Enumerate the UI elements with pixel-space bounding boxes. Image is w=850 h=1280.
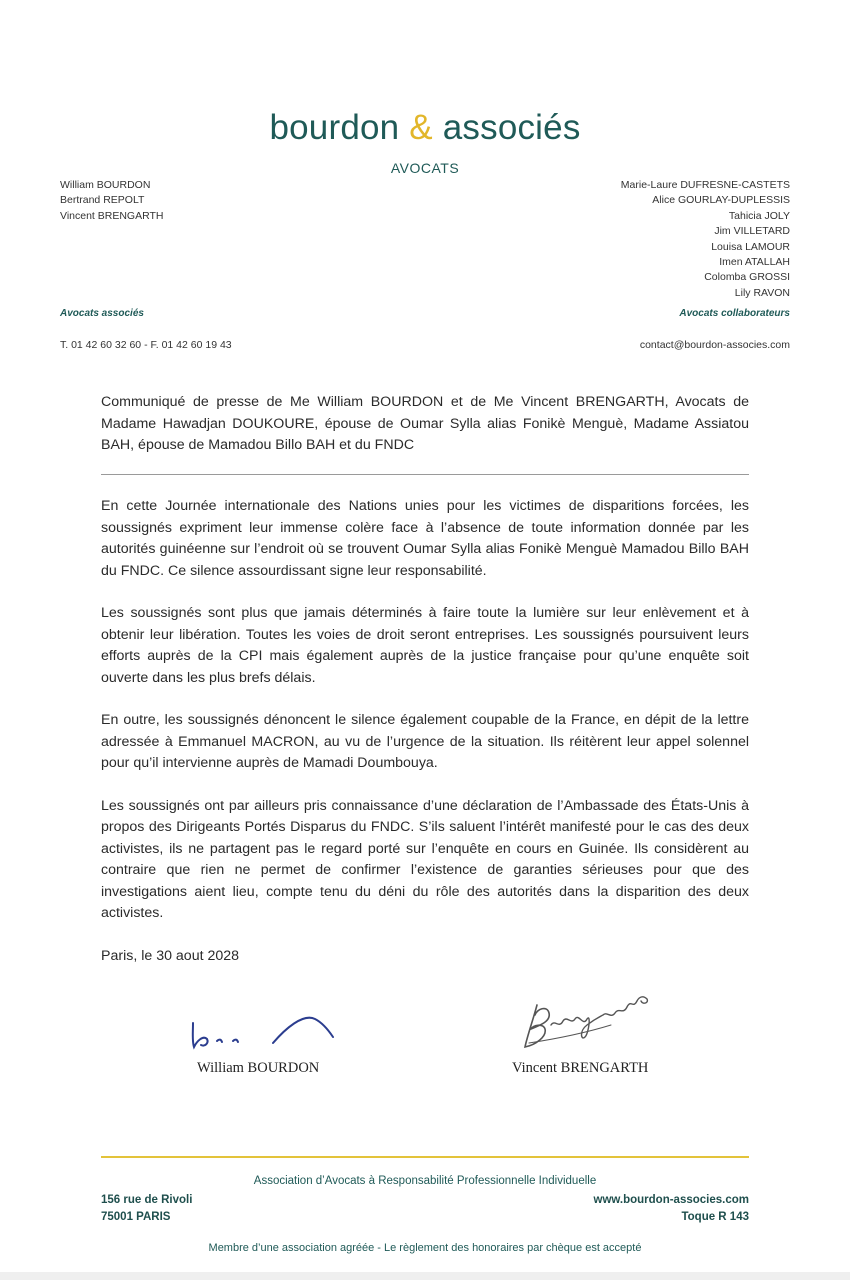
address-line: 75001 PARIS xyxy=(101,1211,171,1223)
footer-association: Association d’Avocats à Responsabilité Professionnelle Individuelle xyxy=(253,1175,597,1187)
logo-ampersand: & xyxy=(409,108,433,147)
signature-bourdon xyxy=(185,1005,345,1055)
logo-text-bourdon: bourdon xyxy=(269,108,400,147)
collaborator-name: Imen ATALLAH xyxy=(719,256,790,269)
collaborator-name: Louisa LAMOUR xyxy=(711,240,790,253)
collaborator-name: Marie-Laure DUFRESNE-CASTETS xyxy=(620,179,790,191)
letter-body xyxy=(101,496,749,988)
signature-brengarth xyxy=(515,985,665,1060)
footer-address xyxy=(101,1192,192,1226)
collaborator-name: Colomba GROSSI xyxy=(704,271,790,284)
footer-contact xyxy=(594,1192,750,1226)
partner-name: William BOURDON xyxy=(60,179,151,191)
toque-number: Toque R 143 xyxy=(681,1211,749,1223)
partner-name: Vincent BRENGARTH xyxy=(60,209,164,222)
address-line: 156 rue de Rivoli xyxy=(101,1194,193,1206)
footer-note: Membre d’une association agréée - Le règlement des honoraires par chèque est accepté xyxy=(208,1242,642,1254)
firm-logo xyxy=(0,108,850,148)
page-bottom-edge xyxy=(0,1272,850,1280)
body-paragraph: En outre, les soussignés dénoncent le silence également coupable de la France, en dépit de la lettre adressée à Emmanuel MACRON, au vu de l’urgence de la situation. Ils réitèrent leur appel solennel pour qu’il intervienne auprès de Mamadi Doumbouya. xyxy=(101,712,749,771)
footer-divider xyxy=(101,1156,749,1158)
press-release-heading xyxy=(101,392,749,457)
signatory-bourdon: William BOURDON xyxy=(197,1060,320,1076)
logo-text-associes: associés xyxy=(442,108,581,147)
collaborator-name: Alice GOURLAY-DUPLESSIS xyxy=(652,194,790,207)
partner-name: Bertrand REPOLT xyxy=(60,194,145,207)
place-date: Paris, le 30 aout 2028 xyxy=(101,947,240,964)
body-paragraph: Les soussignés sont plus que jamais déterminés à faire toute la lumière sur leur enlèvement et à obtenir leur libération. Toutes les voies de droit seront entreprises. Les soussignés poursuivent leurs efforts auprès de la CPI mais également auprès de la justice française pour qu’une enquête soit ouverte dans les plus brefs délais. xyxy=(101,605,749,686)
partners-list xyxy=(60,178,163,224)
firm-subtitle: AVOCATS xyxy=(390,160,460,176)
collaborator-name: Tahicia JOLY xyxy=(728,209,790,222)
partners-role-label: Avocats associés xyxy=(60,308,144,319)
heading-divider xyxy=(101,474,749,475)
collaborator-name: Jim VILLETARD xyxy=(714,225,790,238)
body-paragraph: Les soussignés ont par ailleurs pris connaissance d’une déclaration de l’Ambassade des États-Unis à propos des Dirigeants Portés Disparus du FNDC. S’ils saluent l’intérêt manifesté pour le cas des deux activistes, ils ne partagent pas le regard porté sur l’enquête en cours en Guinée. Ils considèrent au contraire que rien ne permet de confirmer l’existence de garanties sérieuses pour que des investigations aient lieu, compte tenu du déni du rôle des autorités dans la disparition des deux activistes. xyxy=(101,797,749,921)
heading-text: Communiqué de presse de Me William BOURDON et de Me Vincent BRENGARTH, Avocats de Madame Hawadjan DOUKOURE, épouse de Oumar Sylla alias Fonikè Menguè, Madame Assiatou BAH, épouse de Mamadou Billo BAH et du FNDC xyxy=(101,394,749,453)
signatory-brengarth: Vincent BRENGARTH xyxy=(512,1060,649,1076)
collaborators-role-label: Avocats collaborateurs xyxy=(679,308,790,319)
body-paragraph: En cette Journée internationale des Nations unies pour les victimes de disparitions forcées, les soussignés expriment leur immense colère face à l’absence de toute information donnée par les autorités guinéenne sur l’endroit où se trouvent Oumar Sylla alias Fonikè Menguè Mamadou Billo BAH du FNDC. Ce silence assourdissant signe leur responsabilité. xyxy=(101,498,749,579)
collaborators-list xyxy=(621,178,790,301)
contact-email: contact@bourdon-associes.com xyxy=(639,339,790,351)
phone-fax: T. 01 42 60 32 60 - F. 01 42 60 19 43 xyxy=(60,339,232,351)
collaborator-name: Lily RAVON xyxy=(734,286,790,299)
website-link[interactable]: www.bourdon-associes.com xyxy=(593,1194,749,1206)
